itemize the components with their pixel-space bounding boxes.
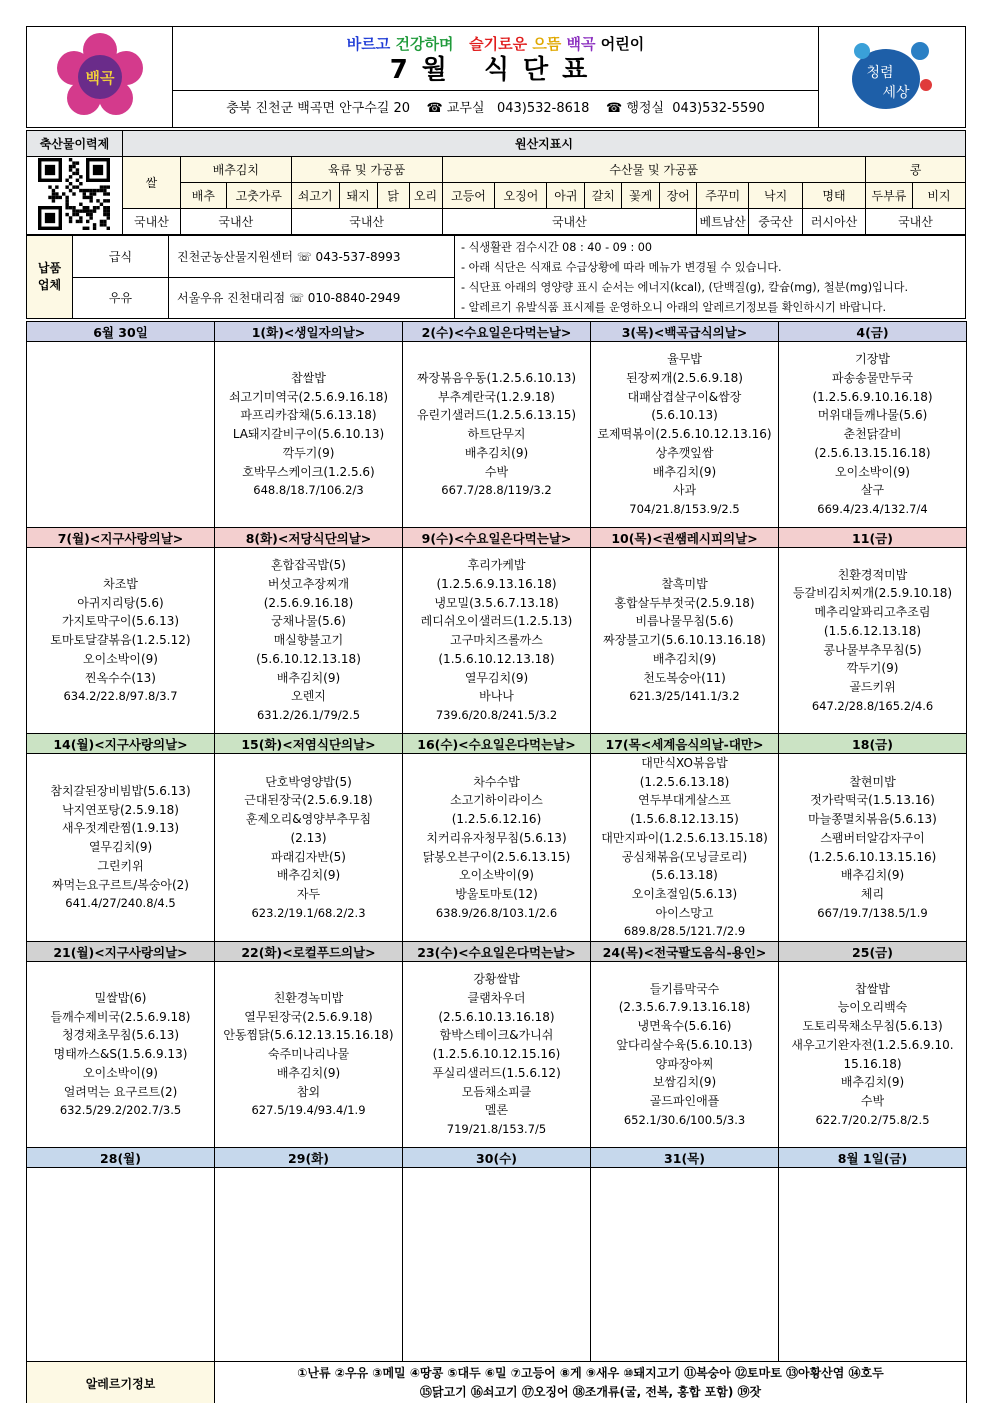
menu-item: 참치갈된장비빔밥(5.6.13) xyxy=(50,784,191,799)
logo-text: 백곡 xyxy=(85,69,114,87)
menu-item: 비름나물무침(5.6) xyxy=(635,614,734,629)
origin-item: 고춧가루 xyxy=(226,183,291,209)
menu-item: 아귀지리탕(5.6) xyxy=(77,595,164,610)
menu-item: 율무밥 xyxy=(667,352,702,367)
day-menu xyxy=(403,342,591,528)
menu-item: 사과 xyxy=(672,483,697,498)
menu-item: (2.5.6.10.13.16.18) xyxy=(438,1009,555,1024)
menu-item: 호박무스케이크(1.2.5.6) xyxy=(242,464,375,479)
phone-icon: ☎ xyxy=(605,101,623,116)
origin-item: 돼지 xyxy=(339,183,377,209)
day-menu xyxy=(591,962,779,1148)
day-header: 28(월) xyxy=(27,1148,215,1168)
menu-item: 앞다리살수육(5.6.10.13) xyxy=(616,1037,753,1052)
menu-item: 배추김치(9) xyxy=(276,868,341,883)
origin-seafood: 국내산 xyxy=(442,209,697,235)
menu-item: 파송송물만두국 xyxy=(831,371,914,386)
origin-table xyxy=(26,130,966,235)
menu-item: (5.6.10.13) xyxy=(651,408,718,423)
qr-code xyxy=(27,157,123,235)
meat-label: 육류 및 가공품 xyxy=(291,157,442,183)
menu-item: 능이오리백숙 xyxy=(837,1000,908,1015)
menu-item: 등갈비김치찌개(2.5.9.10.18) xyxy=(792,586,953,601)
day-header: 16(수)<수요일은다먹는날> xyxy=(403,734,591,754)
flower-logo-icon xyxy=(55,32,145,122)
menu-item: 후리가케밥 xyxy=(467,558,526,573)
day-header: 30(수) xyxy=(403,1148,591,1168)
menu-item: (1.2.5.6.10.13.15.16) xyxy=(808,849,937,864)
nutrition-info: 647.2/28.8/165.2/4.6 xyxy=(811,698,934,713)
admin-label: 행정실 xyxy=(626,101,665,116)
allergy-row xyxy=(27,1362,967,1403)
day-menu xyxy=(215,754,403,942)
day-header: 6월 30일 xyxy=(27,322,215,342)
menu-item: 자두 xyxy=(296,886,321,901)
day-menu xyxy=(215,342,403,528)
day-menu xyxy=(779,342,967,528)
menu-calendar xyxy=(26,321,967,1403)
nutrition-info: 689.8/28.5/121.7/2.9 xyxy=(623,924,746,939)
origin-label: 원산지표시 xyxy=(122,131,965,157)
day-header: 17(목<세계음식의날-대만> xyxy=(591,734,779,754)
menu-item: 찹쌀밥 xyxy=(291,371,326,386)
menu-item: 열무김치(9) xyxy=(88,840,153,855)
menu-item: 클램차우더 xyxy=(467,991,526,1006)
menu-item: LA돼지갈비구이(5.6.10.13) xyxy=(232,427,385,442)
menu-item: 명태까스&S(1.5.6.9.13) xyxy=(53,1047,188,1062)
day-menu xyxy=(27,342,215,528)
menu-item: 멜론 xyxy=(484,1103,509,1118)
menu-item: 대만지파이(1.2.5.6.13.15.18) xyxy=(601,830,768,845)
supplier-label xyxy=(27,236,73,318)
note-line: - 알레르기 유발식품 표시제를 운영하오니 아래의 알레르기정보를 확인하시기 바랍니다. xyxy=(461,301,887,314)
menu-item: (1.2.5.6.12.16) xyxy=(451,812,542,827)
day-header-row xyxy=(27,1148,967,1168)
slogan-word: 으뜸 xyxy=(527,35,562,53)
note-line: - 식생활관 검수시간 08 : 40 - 09 : 00 xyxy=(461,241,653,254)
menu-item: 로제떡볶이(2.5.6.10.12.13.16) xyxy=(597,427,772,442)
menu-item: 냉면육수(5.6.16) xyxy=(637,1019,732,1034)
office-phone: 043)532-8618 xyxy=(496,101,590,116)
menu-item: 콩나물부추무침(5) xyxy=(823,642,922,657)
origin-item: 갈치 xyxy=(585,183,622,209)
menu-item: 참외 xyxy=(296,1084,321,1099)
menu-item: 상추깻잎쌈 xyxy=(655,445,714,460)
menu-item: 수박 xyxy=(484,464,509,479)
slogan-word: 백곡 xyxy=(561,35,596,53)
integrity-logo xyxy=(819,27,965,127)
supplier-value: 서울우유 진천대리점 ☏ 010-8840-2949 xyxy=(177,291,401,306)
day-menu xyxy=(779,962,967,1148)
menu-item: 메추리알꽈리고추조림 xyxy=(814,605,931,620)
origin-item: 고등어 xyxy=(442,183,495,209)
menu-item: 친환경녹미밥 xyxy=(273,991,344,1006)
menu-item: 친환경적미밥 xyxy=(837,567,908,582)
origin-item: 두부류 xyxy=(865,183,912,209)
integrity-text: 청렴 xyxy=(866,65,894,81)
menu-item: (2.5.6.13.15.16.18) xyxy=(814,445,931,460)
menu-item: (2.3.5.6.7.9.13.16.18) xyxy=(618,1000,751,1015)
menu-item: 오이소박이(9) xyxy=(459,868,534,883)
menu-item: 새우고기완자전(1.2.5.6.9.10. xyxy=(791,1037,954,1052)
menu-item: 혼합잡곡밥(5) xyxy=(271,558,346,573)
day-header: 10(목)<권쌤레시피의날> xyxy=(591,528,779,548)
day-header-row xyxy=(27,528,967,548)
origin-item: 쇠고기 xyxy=(291,183,339,209)
menu-item: 밀쌀밥(6) xyxy=(94,991,147,1006)
origin-bean: 국내산 xyxy=(865,209,965,235)
menu-item: 보쌈김치(9) xyxy=(652,1075,717,1090)
nutrition-info: 621.3/25/141.1/3.2 xyxy=(629,689,740,704)
menu-item: 된장찌개(2.5.6.9.18) xyxy=(626,371,743,386)
menu-item: 깍두기(9) xyxy=(282,445,335,460)
day-header: 22(화)<로컬푸드의날> xyxy=(215,942,403,962)
nutrition-info: 638.9/26.8/103.1/2.6 xyxy=(435,905,558,920)
menu-item: 유린기샐러드(1.2.5.6.13.15) xyxy=(416,408,577,423)
origin-item: 꽃게 xyxy=(622,183,660,209)
menu-item: 푸실리샐러드(1.5.6.12) xyxy=(432,1065,561,1080)
slogan xyxy=(173,27,818,53)
menu-item: 아이스망고 xyxy=(655,905,714,920)
menu-item: 함박스테이크&가니쉬 xyxy=(439,1028,554,1043)
day-menu xyxy=(27,754,215,942)
day-header: 18(금) xyxy=(779,734,967,754)
menu-item: 수박 xyxy=(860,1093,885,1108)
origin-item: 오징어 xyxy=(495,183,547,209)
menu-item: 대만식XO볶음밥 xyxy=(641,756,728,770)
menu-item: 열무된장국(2.5.6.9.18) xyxy=(244,1009,373,1024)
menu-item: 모듬채소피클 xyxy=(461,1084,532,1099)
origin-item: 비지 xyxy=(912,183,965,209)
day-menu xyxy=(779,548,967,734)
supplier-row xyxy=(73,236,454,277)
nutrition-info: 622.7/20.2/75.8/2.5 xyxy=(815,1112,930,1127)
day-header: 3(목)<백곡급식의날> xyxy=(591,322,779,342)
slogan-word: 바르고 xyxy=(346,35,391,53)
menu-item: 스팸버터알감자구이 xyxy=(820,830,925,845)
day-header: 2(수)<수요일은다먹는날> xyxy=(403,322,591,342)
office-label: 교무실 xyxy=(446,101,485,116)
menu-item: 춘천닭갈비 xyxy=(843,427,902,442)
slogan-word: 어린이 xyxy=(595,35,645,53)
menu-item: 그린키위 xyxy=(97,858,144,873)
menu-item: 치커리유자청무침(5.6.13) xyxy=(426,830,567,845)
origin-rice: 국내산 xyxy=(122,209,180,235)
supplier-key: 우유 xyxy=(73,278,169,319)
menu-item: 레디쉬오이샐러드(1.2.5.13) xyxy=(420,614,573,629)
menu-item: (1.2.5.6.13.18) xyxy=(639,774,730,789)
menu-item: 얼려먹는 요구르트(2) xyxy=(63,1084,178,1099)
day-header: 1(화)<생일자의날> xyxy=(215,322,403,342)
day-header: 29(화) xyxy=(215,1148,403,1168)
day-header: 24(목)<전국팔도음식-용인> xyxy=(591,942,779,962)
menu-item: 오이소박이(9) xyxy=(83,651,158,666)
menu-item: 오렌지 xyxy=(291,689,326,704)
menu-item: (1.2.5.6.9.13.16.18) xyxy=(436,577,557,592)
menu-item: 들깨수제비국(2.5.6.9.18) xyxy=(50,1009,191,1024)
nutrition-info: 631.2/26.1/79/2.5 xyxy=(256,707,361,722)
menu-item: 새우젓계란찜(1.9.13) xyxy=(61,821,180,836)
menu-item: 오이초절임(5.6.13) xyxy=(631,886,738,901)
menu-item: 들기름막국수 xyxy=(649,981,720,996)
menu-item: 닭봉오븐구이(2.5.6.13.15) xyxy=(422,849,571,864)
menu-item: 청경채초무침(5.6.13) xyxy=(61,1028,180,1043)
allergy-line: ⑮닭고기 ⑯쇠고기 ⑰오징어 ⑱조개류(굴, 전복, 홍합 포함) ⑲잣 xyxy=(419,1385,762,1400)
menu-item: (2.13) xyxy=(290,830,327,845)
note-line: - 아래 식단은 식재료 수급상황에 따라 메뉴가 변경될 수 있습니다. xyxy=(461,261,782,274)
day-menu xyxy=(215,548,403,734)
menu-item: 배추김치(9) xyxy=(840,868,905,883)
menu-item: (1.5.6.10.12.13.18) xyxy=(438,651,555,666)
day-menu xyxy=(591,342,779,528)
menu-item: 바나나 xyxy=(479,689,514,704)
origin-kimchi: 국내산 xyxy=(180,209,291,235)
menu-item: 냉모밀(3.5.6.7.13.18) xyxy=(434,595,559,610)
nutrition-info: 667.7/28.8/119/3.2 xyxy=(441,483,552,498)
menu-item: 짜장볶음우동(1.2.5.6.10.13) xyxy=(416,371,577,386)
day-menu xyxy=(779,754,967,942)
menu-item: 골드키위 xyxy=(849,679,896,694)
menu-item: 찰현미밥 xyxy=(849,774,896,789)
menu-item: 열무김치(9) xyxy=(464,670,529,685)
menu-item: 살구 xyxy=(860,483,885,498)
day-header-row xyxy=(27,322,967,342)
supplier-section xyxy=(26,235,966,319)
menu-item: 기장밥 xyxy=(855,352,890,367)
menu-item: 훈제오리&영양부추무침 xyxy=(245,812,372,827)
menu-item: 골드파인애플 xyxy=(649,1093,720,1108)
nutrition-info: 627.5/19.4/93.4/1.9 xyxy=(251,1103,366,1118)
nutrition-info: 634.2/22.8/97.8/3.7 xyxy=(63,689,178,704)
menu-item: 차조밥 xyxy=(103,577,138,592)
admin-phone: 043)532-5590 xyxy=(672,101,765,116)
day-header: 8월 1일(금) xyxy=(779,1148,967,1168)
menu-item: 숙주미나리나물 xyxy=(267,1047,350,1062)
origin-item: 장어 xyxy=(660,183,697,209)
day-menu xyxy=(591,754,779,942)
nutrition-info: 632.5/29.2/202.7/3.5 xyxy=(59,1103,182,1118)
menu-item: 소고기하이라이스 xyxy=(450,793,543,808)
day-menu xyxy=(403,962,591,1148)
day-header: 7(월)<지구사랑의날> xyxy=(27,528,215,548)
menu-item: 방울토마토(12) xyxy=(455,886,538,901)
day-header: 25(금) xyxy=(779,942,967,962)
nutrition-info: 623.2/19.1/68.2/2.3 xyxy=(251,905,366,920)
menu-item: 도토리묵채소무침(5.6.13) xyxy=(802,1019,943,1034)
origin-item: 주꾸미 xyxy=(697,183,749,209)
integrity-text-2: 세상 xyxy=(882,85,910,101)
menu-item: 홍합살두부젓국(2.5.9.18) xyxy=(614,595,755,610)
allergy-line: ①난류 ②우유 ③메밀 ④땅콩 ⑤대두 ⑥밀 ⑦고등어 ⑧게 ⑨새우 ⑩돼지고기 ⑪복숭아 ⑫토마토 ⑬아황산염 ⑭호두 xyxy=(297,1366,884,1381)
seafood-label: 수산물 및 가공품 xyxy=(442,157,865,183)
contact-line xyxy=(173,91,818,127)
school-logo xyxy=(27,27,173,127)
slogan-word: 건강하며 xyxy=(390,35,454,53)
menu-item: 버섯고추장찌개 xyxy=(267,577,350,592)
day-header: 8(화)<저당식단의날> xyxy=(215,528,403,548)
menu-item: 배추김치(9) xyxy=(840,1075,905,1090)
menu-item: 천도복숭아(11) xyxy=(643,670,726,685)
header xyxy=(26,26,966,128)
day-menu xyxy=(27,548,215,734)
notes xyxy=(455,236,965,318)
day-menu xyxy=(779,1168,967,1362)
note-line: - 식단표 아래의 영양량 표시 순서는 에너지(kcal), (단백질(g), 칼슘(mg), 철분(mg)입니다. xyxy=(461,281,909,294)
menu-item: (1.2.5.6.10.12.15.16) xyxy=(432,1047,561,1062)
menu-item: 매실향불고기 xyxy=(273,633,344,648)
menu-item: 양파장아찌 xyxy=(655,1056,714,1071)
menu-item: 궁채나물(5.6) xyxy=(271,614,346,629)
qr-code-icon xyxy=(38,158,110,230)
menu-row xyxy=(27,1168,967,1362)
menu-item: (1.5.6.8.12.13.15) xyxy=(630,812,739,827)
menu-item: 공심채볶음(모닝글로리) xyxy=(621,849,748,864)
origin-item: 명태 xyxy=(803,183,866,209)
origin-item: 닭 xyxy=(377,183,409,209)
menu-item: 젓가락떡국(1.5.13.16) xyxy=(810,793,935,808)
menu-row xyxy=(27,342,967,528)
day-header: 23(수)<수요일은다먹는날> xyxy=(403,942,591,962)
address: 충북 진천군 백곡면 안구수길 20 xyxy=(226,101,410,116)
menu-item: 깍두기(9) xyxy=(846,661,899,676)
page-title: 7월 식단표 xyxy=(173,53,818,91)
menu-item: 짜장불고기(5.6.10.13.16.18) xyxy=(603,633,766,648)
menu-item: 머위대들깨나물(5.6) xyxy=(817,408,928,423)
menu-item: 단호박영양밥(5) xyxy=(265,774,352,789)
menu-item: 강황쌀밥 xyxy=(473,972,520,987)
day-menu xyxy=(403,548,591,734)
menu-item: 파프리카잡채(5.6.13.18) xyxy=(240,408,377,423)
menu-item: 찰흑미밥 xyxy=(661,577,708,592)
origin-item: 아귀 xyxy=(547,183,585,209)
allergy-label: 알레르기정보 xyxy=(27,1362,215,1403)
menu-item: (1.5.6.12.13.18) xyxy=(823,623,922,638)
integrity-logo-icon xyxy=(842,37,942,117)
menu-item: 마늘쫑멸치볶음(5.6.13) xyxy=(808,812,937,827)
menu-item: (1.2.5.6.9.10.16.18) xyxy=(812,389,933,404)
menu-item: 쇠고기미역국(2.5.6.9.16.18) xyxy=(228,389,389,404)
menu-item: 파래김자반(5) xyxy=(271,849,346,864)
day-header: 15(화)<저염식단의날> xyxy=(215,734,403,754)
nutrition-info: 739.6/20.8/241.5/3.2 xyxy=(435,707,558,722)
day-menu xyxy=(403,1168,591,1362)
supplier-value: 진천군농산물지원센터 ☏ 043-537-8993 xyxy=(177,249,401,264)
supplier-row xyxy=(73,277,454,319)
origin-octopus: 베트남산 xyxy=(697,209,749,235)
phone-icon: ☎ xyxy=(426,101,443,116)
menu-item: 토마토달걀볶음(1.2.5.12) xyxy=(50,633,191,648)
day-menu xyxy=(403,754,591,942)
day-header: 11(금) xyxy=(779,528,967,548)
nutrition-info: 652.1/30.6/100.5/3.3 xyxy=(623,1112,746,1127)
day-header: 31(목) xyxy=(591,1148,779,1168)
supplier-label-text: 납품업체 xyxy=(37,261,62,292)
menu-item: 짜먹는요구르트/복숭아(2) xyxy=(52,877,189,892)
menu-item: 연두부대게살스프 xyxy=(638,793,731,808)
menu-item: 배추김치(9) xyxy=(464,445,529,460)
nutrition-info: 667/19.7/138.5/1.9 xyxy=(817,905,928,920)
day-header-row xyxy=(27,734,967,754)
menu-item: 찐옥수수(13) xyxy=(84,670,156,685)
day-menu xyxy=(215,1168,403,1362)
menu-item: 낙지연포탕(2.5.9.18) xyxy=(62,802,179,817)
origin-meat: 국내산 xyxy=(291,209,442,235)
origin-pollock: 러시아산 xyxy=(803,209,866,235)
bean-label: 콩 xyxy=(865,157,965,183)
allergy-info xyxy=(215,1362,967,1403)
day-header: 14(월)<지구사랑의날> xyxy=(27,734,215,754)
menu-item: (2.5.6.9.16.18) xyxy=(263,595,354,610)
day-menu xyxy=(591,1168,779,1362)
day-menu xyxy=(591,548,779,734)
day-header-row xyxy=(27,942,967,962)
origin-item: 배추 xyxy=(180,183,226,209)
livestock-label: 축산물이력제 xyxy=(27,131,123,157)
day-menu xyxy=(27,962,215,1148)
day-header: 21(월)<지구사랑의날> xyxy=(27,942,215,962)
menu-item: 배추김치(9) xyxy=(652,464,717,479)
nutrition-info: 669.4/23.4/132.7/4 xyxy=(817,501,928,516)
supplier-key: 급식 xyxy=(73,236,169,277)
nutrition-info: 648.8/18.7/106.2/3 xyxy=(253,483,364,498)
origin-item: 낙지 xyxy=(749,183,803,209)
menu-item: 오이소박이(9) xyxy=(83,1065,158,1080)
menu-item: 부추계란국(1.2.9.18) xyxy=(438,389,555,404)
day-header: 4(금) xyxy=(779,322,967,342)
menu-item: 배추김치(9) xyxy=(652,651,717,666)
nutrition-info: 719/21.8/153.7/5 xyxy=(446,1121,547,1136)
menu-item: 가지토막구이(5.6.13) xyxy=(61,614,180,629)
menu-item: 찹쌀밥 xyxy=(855,981,890,996)
menu-item: 대패삼겹살구이&쌈장 xyxy=(627,389,742,404)
origin-item: 오리 xyxy=(409,183,442,209)
menu-item: 하트단무지 xyxy=(467,427,526,442)
origin-nakji: 중국산 xyxy=(749,209,803,235)
menu-row xyxy=(27,962,967,1148)
menu-item: 배추김치(9) xyxy=(276,1065,341,1080)
nutrition-info: 641.4/27/240.8/4.5 xyxy=(65,896,176,911)
slogan-word: 슬기로운 xyxy=(453,35,528,53)
menu-item: 안동찜닭(5.6.12.13.15.16.18) xyxy=(223,1028,394,1043)
day-header: 9(수)<수요일은다먹는날> xyxy=(403,528,591,548)
day-menu xyxy=(215,962,403,1148)
nutrition-info: 704/21.8/153.9/2.5 xyxy=(629,501,740,516)
menu-item: (5.6.10.12.13.18) xyxy=(256,651,361,666)
menu-item: 오이소박이(9) xyxy=(835,464,910,479)
day-menu xyxy=(27,1168,215,1362)
menu-item: 15.16.18) xyxy=(843,1056,902,1071)
menu-item: 고구마치즈롤까스 xyxy=(450,633,543,648)
menu-item: (5.6.13.18) xyxy=(651,868,718,883)
menu-item: 배추김치(9) xyxy=(276,670,341,685)
menu-row xyxy=(27,548,967,734)
rice-label: 쌀 xyxy=(122,157,180,209)
kimchi-label: 배추김치 xyxy=(180,157,291,183)
menu-item: 체리 xyxy=(860,886,885,901)
menu-row xyxy=(27,754,967,942)
menu-item: 근대된장국(2.5.6.9.18) xyxy=(244,793,373,808)
menu-item: 차수수밥 xyxy=(473,774,520,789)
